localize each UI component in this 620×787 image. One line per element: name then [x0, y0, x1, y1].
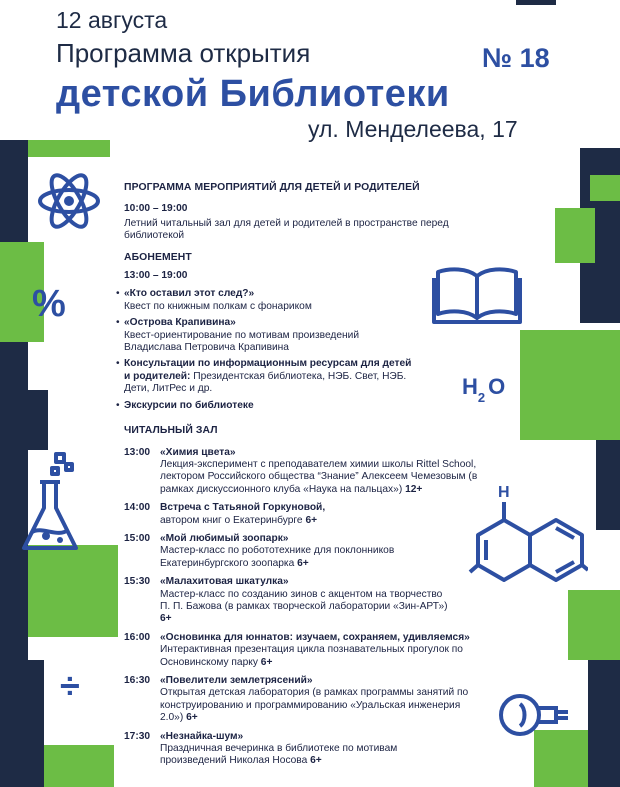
- item-desc: Квест-ориентирование по мотивам произведений Владислава Петровича Крапивина: [124, 329, 360, 354]
- event-desc: Праздничная вечеринка в библиотеке по мотивам произведений Николая Носова: [160, 743, 398, 767]
- item-desc: Президентская библиотека, НЭБ. Свет, НЭБ. Дети, ЛитРес и др.: [124, 370, 407, 395]
- event-time: 14:00: [124, 502, 151, 514]
- item-title: Консультации по информационным ресурсам для детей и родителей:: [124, 358, 412, 382]
- atom-icon: [36, 170, 102, 232]
- abonement-list: [124, 288, 414, 412]
- list-item: [124, 358, 414, 395]
- h2o-2: 2: [477, 390, 486, 405]
- reading-room-heading: ЧИТАЛЬНЫЙ ЗАЛ: [124, 425, 218, 437]
- event-desc: автором книг о Екатеринбурге: [160, 514, 303, 526]
- event-time: 17:30: [124, 730, 151, 742]
- poster-header: [0, 0, 620, 140]
- event-row: [124, 675, 564, 725]
- list-item: [124, 317, 414, 354]
- event-row: [124, 502, 564, 527]
- right-navy-mid: [596, 440, 620, 530]
- age-badge: 12+: [405, 483, 423, 495]
- event-title: «Малахитовая шкатулка»: [160, 576, 289, 588]
- event-row: [124, 731, 564, 768]
- event-time: 13:00: [124, 446, 151, 458]
- age-badge: 6+: [297, 557, 309, 569]
- event-row: [124, 533, 564, 570]
- event-time: 16:30: [124, 675, 151, 686]
- age-badge: 6+: [305, 514, 318, 526]
- flask-icon: [18, 450, 90, 560]
- molecule-h-label: H: [498, 484, 510, 501]
- age-badge: 6+: [310, 755, 322, 767]
- left-green-top: [28, 140, 110, 157]
- event-desc: Мастер-класс по созданию зинов с акцентом на творчество П. П. Бажова (в рамках творческой лаборатории «Зин-АРТ»): [160, 588, 448, 612]
- event-date: 12 августа: [56, 7, 168, 33]
- event-time: 15:30: [124, 576, 151, 588]
- left-navy-block: [28, 390, 48, 450]
- h2o-h: H: [462, 374, 478, 399]
- event-desc: Интерактивная презентация цикла познавательных прогулок по Основинскому парку: [160, 644, 463, 668]
- list-item: [124, 400, 414, 412]
- item-desc: Квест по книжным полкам с фонариком: [124, 300, 312, 312]
- percent-icon: %: [32, 283, 66, 325]
- left-navy-bottom: [0, 660, 44, 787]
- right-green-block-3: [568, 590, 620, 660]
- event-row: [124, 447, 564, 497]
- program-title: Программа открытия: [56, 38, 311, 68]
- abonement-heading: АБОНЕМЕНТ: [124, 251, 192, 263]
- event-row: [124, 632, 564, 669]
- event-title: «Химия цвета»: [160, 446, 236, 458]
- age-badge: 6+: [186, 712, 198, 724]
- h2o-o: O: [488, 374, 506, 399]
- event-title: «Повелители землетрясений»: [160, 675, 313, 686]
- event-desc: Мастер-класс по робототехнике для поклонников Екатеринбургского зоопарка: [160, 545, 395, 569]
- library-address: ул. Менделеева, 17: [308, 116, 518, 142]
- item-title: • «Кто оставил этот след?»: [124, 288, 255, 300]
- event-time: 16:00: [124, 631, 151, 643]
- event-time: 15:00: [124, 532, 151, 544]
- item-title: • «Острова Крапивина»: [124, 317, 236, 329]
- right-green-small: [590, 175, 620, 201]
- age-badge: 6+: [260, 656, 273, 668]
- right-navy-bottom: [588, 660, 620, 787]
- age-badge: 6+: [160, 613, 172, 625]
- event-title: «Мой любимый зоопарк»: [160, 532, 289, 544]
- abonement-time: 13:00 – 19:00: [124, 270, 188, 282]
- program-content: [124, 182, 564, 774]
- event-title: Встреча с Татьяной Горкуновой,: [160, 502, 326, 514]
- left-green-bottom: [44, 745, 114, 787]
- list-item: [124, 288, 414, 313]
- library-title: детской Библиотеки: [56, 73, 450, 115]
- library-number: № 18: [482, 43, 550, 73]
- event-row: [124, 576, 564, 626]
- event-desc: Лекция-эксперимент с преподавателем химии школы Rittel School, лектором Российского общества “Знание” Алексеем Чемезовым (в рамках дискуссионного клуба «Наука на пальцах»): [160, 458, 478, 495]
- intro-time: 10:00 – 19:00: [124, 203, 188, 215]
- item-title: • Экскурсии по библиотеке: [124, 399, 254, 411]
- event-title: «Основинка для юннатов: изучаем, сохраняем, удивляемся»: [160, 631, 470, 643]
- event-desc: Открытая детская лаборатория (в рамках программы занятий по конструированию и программированию «Уральская инженерия 2.0»): [160, 687, 469, 724]
- intro-heading: ПРОГРАММА МЕРОПРИЯТИЙ ДЛЯ ДЕТЕЙ И РОДИТЕЛЕЙ: [124, 182, 420, 193]
- intro-text: Летний читальный зал для детей и родителей в пространстве перед библиотекой: [124, 217, 449, 242]
- divide-icon: ÷: [60, 665, 80, 706]
- event-title: «Незнайка-шум»: [160, 730, 244, 742]
- header-decor: [516, 0, 556, 5]
